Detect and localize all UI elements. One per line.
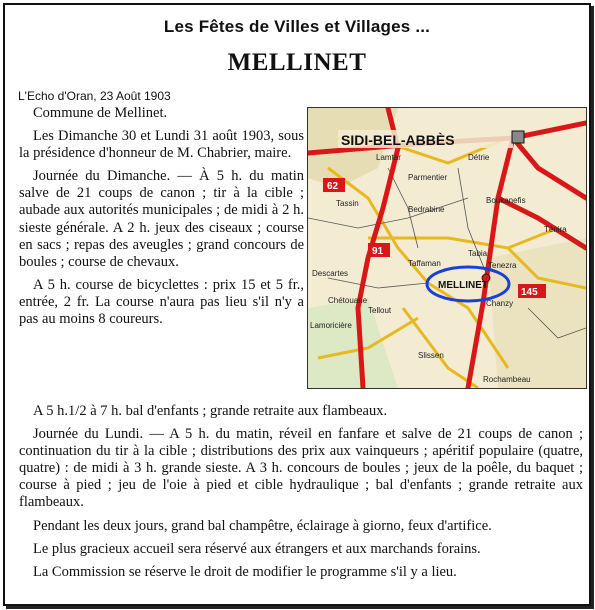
map-place: Parmentier bbox=[408, 173, 448, 182]
article-paragraph: La Commission se réserve le droit de modifier le programme s'il y a lieu. bbox=[33, 563, 457, 580]
map-route-145: 145 bbox=[521, 287, 538, 298]
article-paragraph: Journée du Lundi. — A 5 h. du matin, réveil en fanfare et salve de 21 coups de canon ; continuation du tir à la cible ; distributions des prix aux vainqueurs ; apéritif populaire (quatre, quatre) : de midi à 3 h. grande sieste. A 3 h. concours de boules ; jeux de la poêle, du baquet ; course à pied ; jeu de l'oie à pied et cible hydraulique ; bal d'enfants ; grande retraite aux flambeaux. bbox=[19, 426, 583, 511]
article-paragraph: Le plus gracieux accueil sera réservé aux étrangers et aux marchands forains. bbox=[33, 540, 481, 557]
article-paragraph: Pendant les deux jours, grand bal champêtre, éclairage à giorno, feux d'artifice. bbox=[33, 517, 492, 534]
source-citation: L'Echo d'Oran, 23 Août 1903 bbox=[18, 89, 171, 103]
map-place: Taffaman bbox=[408, 259, 441, 268]
article-page bbox=[3, 3, 591, 606]
map-place: Détrie bbox=[468, 153, 490, 162]
article-paragraph: A 5 h. course de bicyclettes : prix 15 et 5 fr., entrée, 2 fr. La course n'aura pas lieu s'il n'y a pas au moins 8 coureurs. bbox=[19, 276, 304, 328]
map-place: Slissen bbox=[418, 351, 444, 360]
map-place: Chétouane bbox=[328, 296, 368, 305]
map-place: Tabia bbox=[468, 249, 488, 258]
page-title: MELLINET bbox=[227, 49, 367, 76]
region-map bbox=[307, 107, 587, 389]
map-label-highlight: MELLINET bbox=[438, 280, 488, 291]
map-label-city: SIDI-BEL-ABBÈS bbox=[341, 132, 455, 148]
article-paragraph: A 5 h.1/2 à 7 h. bal d'enfants ; grande retraite aux flambeaux. bbox=[33, 403, 388, 419]
map-place: Descartes bbox=[312, 269, 349, 278]
series-heading: Les Fêtes de Villes et Villages ... bbox=[163, 17, 431, 36]
map-place: Rochambeau bbox=[483, 375, 531, 384]
map-route-62: 62 bbox=[327, 181, 339, 192]
article-paragraph: Journée du Dimanche. — À 5 h. du matin salve de 21 coups de canon ; tir à la cible ; aubade aux autorités municipales ; de midi à 2 h. sieste générale. A 2 h. jeux des ciseaux ; course en sacs ; repas des aveugles ; grand concours de boules ; course de chevaux. bbox=[19, 168, 304, 270]
map-place: Tellout bbox=[368, 306, 392, 315]
map-route-91: 91 bbox=[372, 246, 384, 257]
map-place: Lamoricière bbox=[310, 321, 352, 330]
article-continuation bbox=[19, 403, 583, 587]
map-place: Lamtar bbox=[376, 153, 401, 162]
article-column bbox=[19, 105, 304, 334]
map-place: Tenezra bbox=[488, 261, 517, 270]
article-paragraph: Les Dimanche 30 et Lundi 31 août 1903, sous la présidence d'honneur de M. Chabrier, maire. bbox=[19, 128, 304, 162]
map-place: Tassin bbox=[336, 199, 359, 208]
map-place: Bedrabine bbox=[408, 205, 445, 214]
article-paragraph: Commune de Mellinet. bbox=[33, 105, 168, 121]
map-place: Boukanefis bbox=[486, 196, 526, 205]
map-place: Chanzy bbox=[486, 299, 514, 308]
map-place: Ténira bbox=[544, 225, 567, 234]
